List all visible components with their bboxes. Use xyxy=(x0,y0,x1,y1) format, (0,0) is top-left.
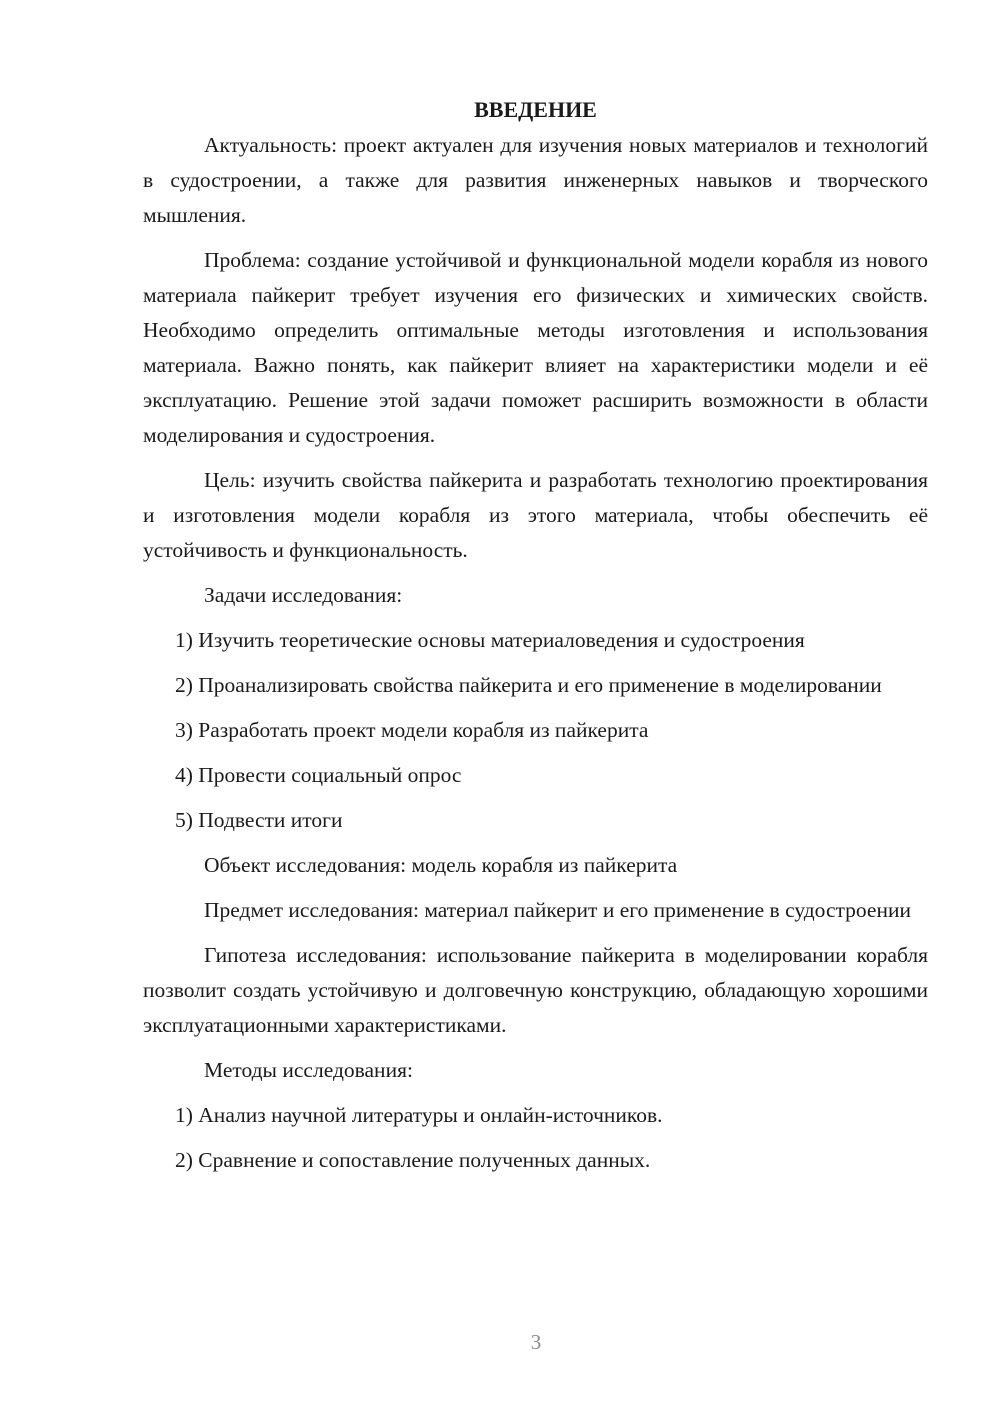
section-title: ВВЕДЕНИЕ xyxy=(474,97,597,122)
body-text xyxy=(143,128,928,1178)
paragraph: Предмет исследования: материал пайкерит и его применение в судостроении xyxy=(204,898,911,922)
list-item: 2) Сравнение и сопоставление полученных данных. xyxy=(175,1148,651,1172)
paragraph: Методы исследования: xyxy=(204,1058,413,1082)
list-item: 3) Разработать проект модели корабля из пайкерита xyxy=(175,718,649,742)
list-item: 2) Проанализировать свойства пайкерита и его применение в моделировании xyxy=(175,673,882,697)
list-item: 1) Анализ научной литературы и онлайн-источников. xyxy=(175,1103,663,1127)
list-item: 1) Изучить теоретические основы материаловедения и судостроения xyxy=(175,628,805,652)
paragraph: Объект исследования: модель корабля из пайкерита xyxy=(204,853,678,877)
list-item: 5) Подвести итоги xyxy=(175,808,343,832)
page-number: 3 xyxy=(530,1330,542,1354)
document-page xyxy=(143,92,928,1188)
paragraph: Цель: изучить свойства пайкерита и разработать технологию проектирования и изготовления модели корабля из этого материала, чтобы обеспечить её устойчивость и функциональность. xyxy=(143,468,928,562)
paragraph: Задачи исследования: xyxy=(204,583,403,607)
list-item: 4) Провести социальный опрос xyxy=(175,763,462,787)
paragraph: Актуальность: проект актуален для изучения новых материалов и технологий в судостроении, а также для развития инженерных навыков и творческого мышления. xyxy=(143,133,928,227)
paragraph: Проблема: создание устойчивой и функциональной модели корабля из нового материала пайкерит требует изучения его физических и химических свойств. Необходимо определить оптимальные методы изготовления и использования материала. Важно понять, как пайкерит влияет на характеристики модели и её эксплуатацию. Решение этой задачи поможет расширить возможности в области моделирования и судостроения. xyxy=(143,248,928,447)
paragraph: Гипотеза исследования: использование пайкерита в моделировании корабля позволит создать устойчивую и долговечную конструкцию, обладающую хорошими эксплуатационными характеристиками. xyxy=(143,943,928,1037)
